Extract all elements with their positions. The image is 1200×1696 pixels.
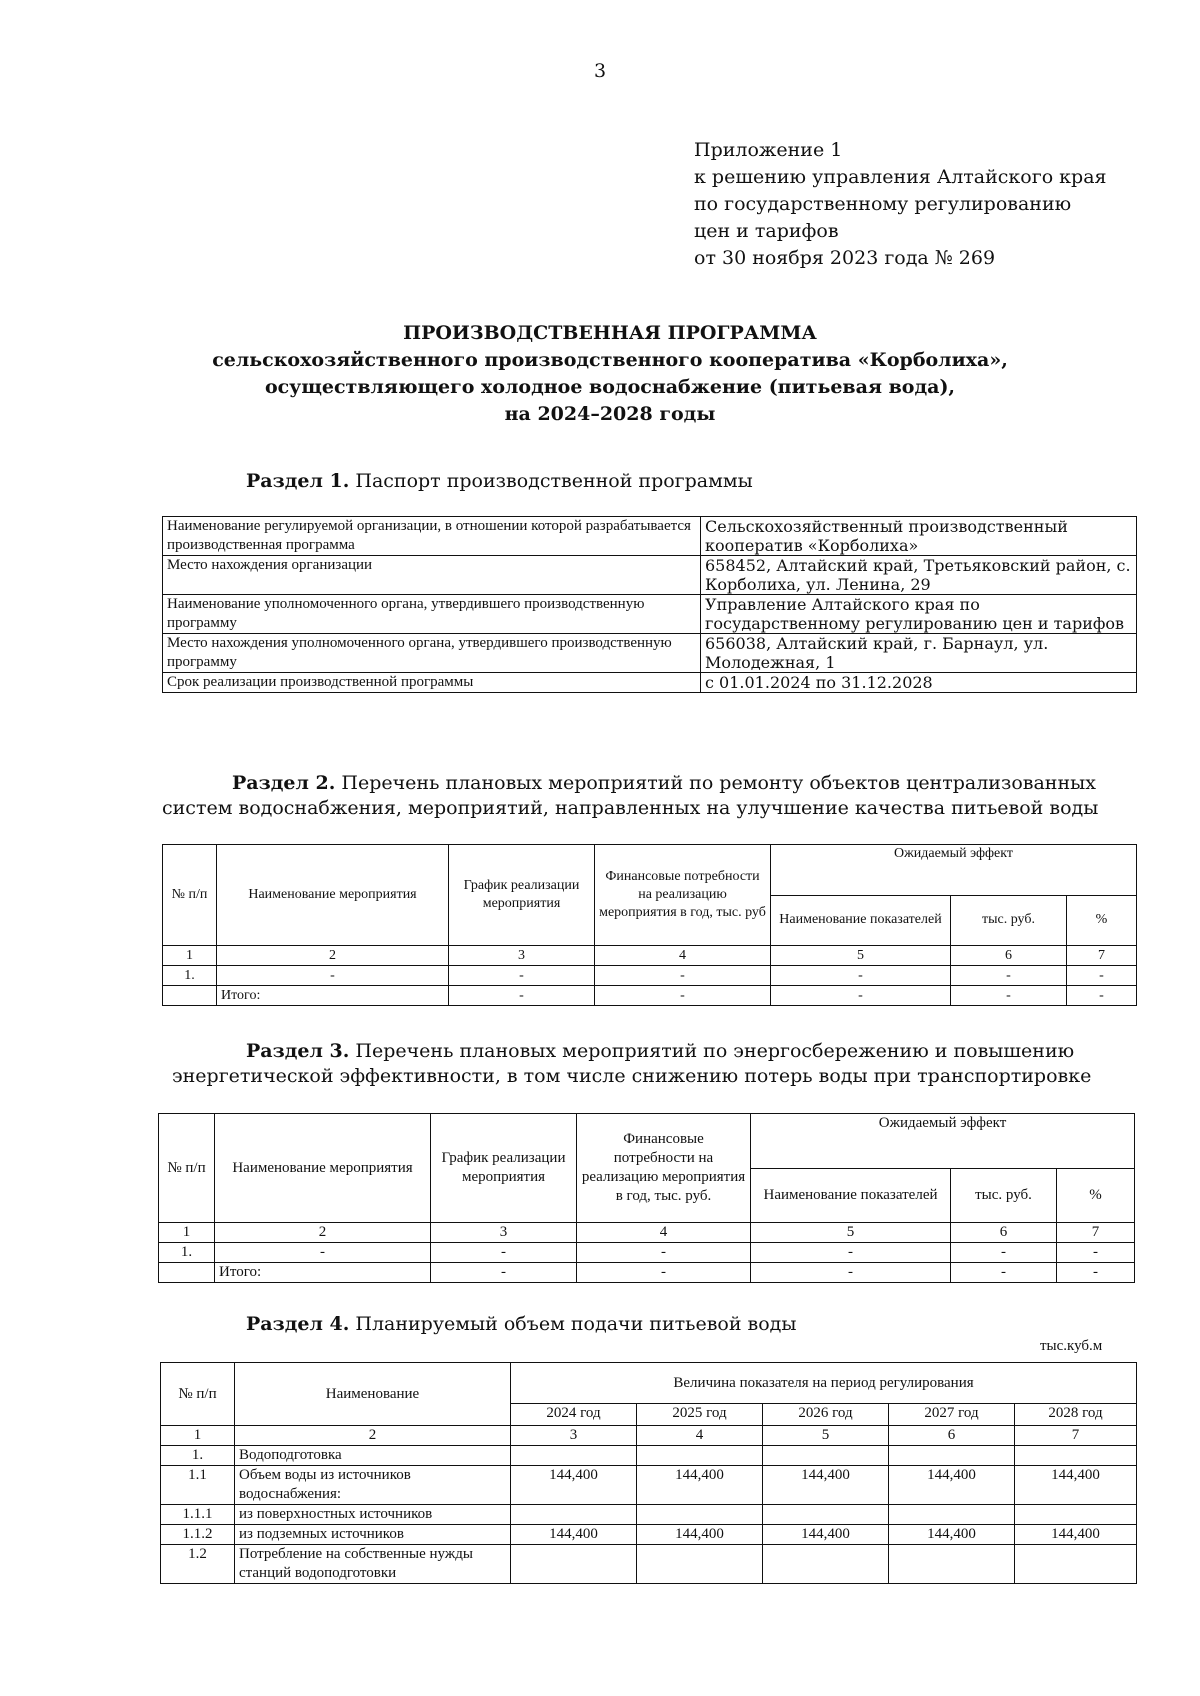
table-cell: 144,400 [763, 1525, 889, 1545]
col-header-year: 2028 год [1015, 1404, 1137, 1426]
table-cell [511, 1545, 637, 1584]
table-row [163, 517, 1137, 556]
table-cell: 6 [951, 1223, 1057, 1243]
col-header-year: 2026 год [763, 1404, 889, 1426]
col-header-period: Величина показателя на период регулирования [511, 1363, 1137, 1404]
table-cell [637, 1446, 763, 1466]
col-header-num: № п/п [159, 1114, 215, 1223]
passport-table [162, 516, 1137, 693]
table-cell: - [449, 966, 595, 986]
table-row [161, 1505, 1137, 1525]
table-cell: 1 [163, 946, 217, 966]
table-cell: 144,400 [511, 1525, 637, 1545]
appendix-line: от 30 ноября 2023 года № 269 [694, 247, 996, 269]
col-header-indicators: Наименование показателей [771, 895, 951, 946]
appendix-block [694, 137, 1107, 272]
table-row [159, 1243, 1135, 1263]
table-cell: 6 [951, 946, 1067, 966]
section4-label: Раздел 4. [246, 1313, 350, 1335]
section1-text: Паспорт производственной программы [355, 470, 753, 492]
table-cell: 5 [763, 1426, 889, 1446]
table-cell: 4 [595, 946, 771, 966]
title-line: сельскохозяйственного производственного кооператива «Корболиха», [212, 349, 1008, 371]
table-row [161, 1446, 1137, 1466]
section2-text: Перечень плановых мероприятий по ремонту объектов централизованных [341, 772, 1096, 794]
col-header-year: 2027 год [889, 1404, 1015, 1426]
col-header-pct: % [1057, 1168, 1135, 1223]
appendix-line: к решению управления Алтайского края [694, 166, 1107, 188]
table-cell [889, 1505, 1015, 1525]
table-cell: 144,400 [637, 1466, 763, 1505]
table-cell: - [449, 986, 595, 1006]
table-cell: 144,400 [1015, 1466, 1137, 1505]
col-header-indicators: Наименование показателей [751, 1168, 951, 1223]
section4-text: Планируемый объем подачи питьевой воды [355, 1313, 797, 1335]
table-row [163, 673, 1137, 693]
table-cell: - [751, 1243, 951, 1263]
row-name: Объем воды из источников водоснабжения: [235, 1466, 511, 1505]
table-cell: - [951, 986, 1067, 1006]
total-row [163, 986, 1137, 1006]
table-cell: - [751, 1263, 951, 1283]
table-cell: - [1067, 966, 1137, 986]
row-name: Потребление на собственные нужды станций водоподготовки [235, 1545, 511, 1584]
passport-value: 658452, Алтайский край, Третьяковский район, с. Корболиха, ул. Ленина, 29 [701, 556, 1137, 595]
table-row [161, 1545, 1137, 1584]
table-cell: - [951, 1243, 1057, 1263]
col-header-rub: тыс. руб. [951, 895, 1067, 946]
section1-label: Раздел 1. [246, 470, 350, 492]
energy-measures-table [158, 1113, 1135, 1283]
section2-heading [232, 771, 1096, 796]
table-cell: - [771, 986, 951, 1006]
passport-key: Место нахождения организации [163, 556, 701, 595]
title-line: осуществляющего холодное водоснабжение (питьевая вода), [264, 376, 956, 398]
table-cell: - [431, 1243, 577, 1263]
table-row [163, 966, 1137, 986]
table-cell [637, 1545, 763, 1584]
table-cell: 144,400 [763, 1466, 889, 1505]
passport-key: Наименование регулируемой организации, в отношении которой разрабатывается производственная программа [163, 517, 701, 556]
table-cell: 3 [449, 946, 595, 966]
table-cell [511, 1505, 637, 1525]
water-supply-volume-table [160, 1362, 1137, 1584]
passport-value: Сельскохозяйственный производственный кооператив «Корболиха» [701, 517, 1137, 556]
column-numbers-row [161, 1426, 1137, 1446]
table-header-row [163, 845, 1137, 896]
table-cell: - [217, 966, 449, 986]
col-header-num: № п/п [161, 1363, 235, 1426]
table-cell: - [1057, 1263, 1135, 1283]
section4-heading [246, 1312, 797, 1337]
col-header-schedule: График реализации мероприятия [449, 845, 595, 946]
table-cell: 144,400 [1015, 1525, 1137, 1545]
table-cell [889, 1446, 1015, 1466]
title-line: на 2024–2028 годы [504, 403, 716, 425]
col-header-rub: тыс. руб. [951, 1168, 1057, 1223]
table-cell: - [595, 986, 771, 1006]
row-number: 1.1.1 [161, 1505, 235, 1525]
table-cell [511, 1446, 637, 1466]
table-cell: 2 [215, 1223, 431, 1243]
table-cell [1015, 1446, 1137, 1466]
passport-value: Управление Алтайского края по государственному регулированию цен и тарифов [701, 595, 1137, 634]
section2-label: Раздел 2. [232, 772, 336, 794]
table-cell: 2 [235, 1426, 511, 1446]
table-cell: 144,400 [511, 1466, 637, 1505]
passport-key: Наименование уполномоченного органа, утвердившего производственную программу [163, 595, 701, 634]
table-row [163, 634, 1137, 673]
table-cell [159, 1263, 215, 1283]
total-label: Итого: [215, 1263, 431, 1283]
col-header-name: Наименование мероприятия [215, 1114, 431, 1223]
passport-key: Срок реализации производственной программы [163, 673, 701, 693]
col-header-name: Наименование мероприятия [217, 845, 449, 946]
table-cell [637, 1505, 763, 1525]
table-header-row [159, 1114, 1135, 1169]
table-cell: 1. [163, 966, 217, 986]
column-numbers-row [159, 1223, 1135, 1243]
table-cell: 5 [751, 1223, 951, 1243]
col-header-schedule: График реализации мероприятия [431, 1114, 577, 1223]
table-cell: - [595, 966, 771, 986]
repair-measures-table [162, 844, 1137, 1006]
table-cell: 7 [1015, 1426, 1137, 1446]
document-title [160, 320, 1060, 428]
table-cell: 7 [1057, 1223, 1135, 1243]
section3-heading [246, 1039, 1074, 1064]
table-cell [1015, 1505, 1137, 1525]
table-cell [763, 1545, 889, 1584]
table-cell: - [1057, 1243, 1135, 1263]
col-header-name: Наименование [235, 1363, 511, 1426]
unit-label: тыс.куб.м [1040, 1338, 1103, 1354]
table-cell: - [215, 1243, 431, 1263]
column-numbers-row [163, 946, 1137, 966]
page-number: 3 [593, 60, 607, 82]
total-row [159, 1263, 1135, 1283]
row-number: 1.2 [161, 1545, 235, 1584]
row-number: 1.1 [161, 1466, 235, 1505]
table-cell: 2 [217, 946, 449, 966]
appendix-line: по государственному регулированию [694, 193, 1072, 215]
section2-heading-line2: систем водоснабжения, мероприятий, направленных на улучшение качества питьевой воды [162, 797, 1099, 819]
passport-value: 656038, Алтайский край, г. Барнаул, ул. Молодежная, 1 [701, 634, 1137, 673]
appendix-line: цен и тарифов [694, 220, 839, 242]
section3-heading-line2: энергетической эффективности, в том числе снижению потерь воды при транспортировке [172, 1065, 1092, 1087]
table-cell: - [771, 966, 951, 986]
table-row [163, 595, 1137, 634]
row-name: Водоподготовка [235, 1446, 511, 1466]
table-cell: - [1067, 986, 1137, 1006]
table-cell: - [577, 1243, 751, 1263]
table-cell: - [951, 966, 1067, 986]
col-header-effect: Ожидаемый эффект [771, 845, 1137, 896]
table-cell [1015, 1545, 1137, 1584]
table-cell [763, 1505, 889, 1525]
col-header-year: 2025 год [637, 1404, 763, 1426]
col-header-year: 2024 год [511, 1404, 637, 1426]
table-cell [889, 1545, 1015, 1584]
table-cell: 3 [431, 1223, 577, 1243]
total-label: Итого: [217, 986, 449, 1006]
row-name: из поверхностных источников [235, 1505, 511, 1525]
table-cell: 4 [577, 1223, 751, 1243]
table-cell: 1 [159, 1223, 215, 1243]
table-cell: - [431, 1263, 577, 1283]
col-header-finance: Финансовые потребности на реализацию мероприятия в год, тыс. руб [595, 845, 771, 946]
table-cell: - [577, 1263, 751, 1283]
section1-heading [246, 469, 753, 494]
table-cell [163, 986, 217, 1006]
table-cell: - [951, 1263, 1057, 1283]
table-cell: 1 [161, 1426, 235, 1446]
table-header-row [161, 1363, 1137, 1404]
col-header-effect: Ожидаемый эффект [751, 1114, 1135, 1169]
section3-text: Перечень плановых мероприятий по энергосбережению и повышению [355, 1040, 1075, 1062]
row-name: из подземных источников [235, 1525, 511, 1545]
table-cell: 144,400 [889, 1466, 1015, 1505]
table-row [161, 1466, 1137, 1505]
section3-label: Раздел 3. [246, 1040, 350, 1062]
appendix-line: Приложение 1 [694, 139, 843, 161]
title-line: ПРОИЗВОДСТВЕННАЯ ПРОГРАММА [403, 322, 817, 344]
row-number: 1. [161, 1446, 235, 1466]
col-header-num: № п/п [163, 845, 217, 946]
table-cell: 144,400 [637, 1525, 763, 1545]
table-row [163, 556, 1137, 595]
passport-key: Место нахождения уполномоченного органа, утвердившего производственную программу [163, 634, 701, 673]
table-cell: 1. [159, 1243, 215, 1263]
table-cell [763, 1446, 889, 1466]
table-cell: 5 [771, 946, 951, 966]
passport-value: с 01.01.2024 по 31.12.2028 [701, 673, 1137, 693]
table-cell: 6 [889, 1426, 1015, 1446]
table-cell: 144,400 [889, 1525, 1015, 1545]
table-row [161, 1525, 1137, 1545]
col-header-finance: Финансовые потребности на реализацию мероприятия в год, тыс. руб. [577, 1114, 751, 1223]
table-cell: 4 [637, 1426, 763, 1446]
table-cell: 3 [511, 1426, 637, 1446]
row-number: 1.1.2 [161, 1525, 235, 1545]
table-cell: 7 [1067, 946, 1137, 966]
col-header-pct: % [1067, 895, 1137, 946]
